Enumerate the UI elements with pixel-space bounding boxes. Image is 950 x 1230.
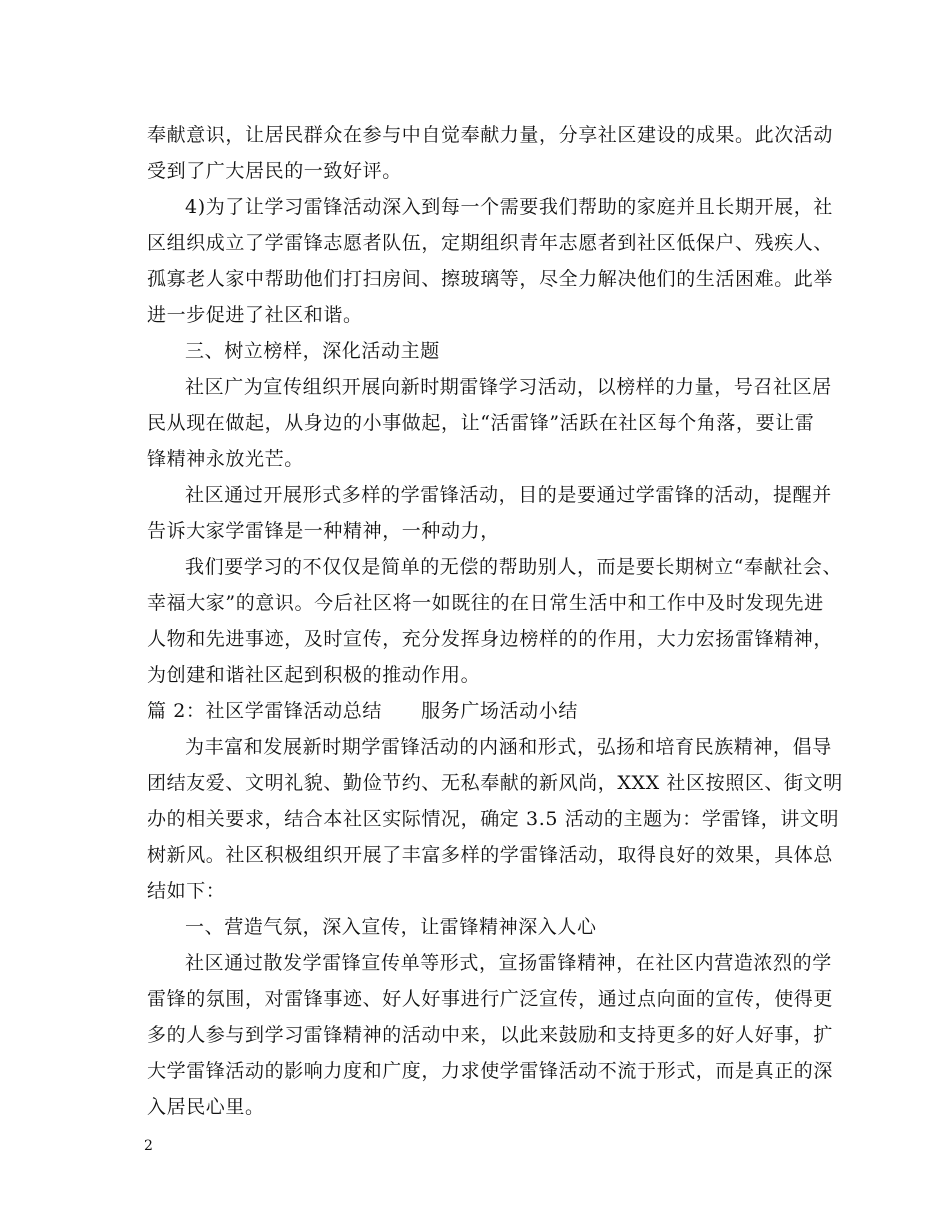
- body-text-line: 社区广为宣传组织开展向新时期雷锋学习活动，以榜样的力量，号召社区居: [185, 376, 832, 398]
- body-text-line: 为丰富和发展新时期学雷锋活动的内涵和形式，弘扬和培育民族精神，倡导: [185, 736, 832, 758]
- body-text-line: 为创建和谐社区起到积极的推动作用。: [147, 664, 481, 686]
- body-text-line: 区组织成立了学雷锋志愿者队伍，定期组织青年志愿者到社区低保户、残疾人、: [147, 232, 834, 254]
- section-heading: 三、树立榜样，深化活动主题: [185, 340, 440, 362]
- body-text-line: 孤寡老人家中帮助他们打扫房间、擦玻璃等，尽全力解决他们的生活困难。此举: [147, 268, 834, 290]
- body-text-line: 社区通过散发学雷锋宣传单等形式，宣扬雷锋精神，在社区内营造浓烈的学: [185, 952, 832, 974]
- page-number: 2: [144, 1138, 153, 1154]
- body-text-line: 幸福大家”的意识。今后社区将一如既往的在日常生活中和工作中及时发现先进: [147, 592, 824, 614]
- body-text-line: 告诉大家学雷锋是一种精神，一种动力，: [147, 520, 500, 542]
- body-text-line: 我们要学习的不仅仅是简单的无偿的帮助别人，而是要长期树立“奉献社会、: [185, 556, 843, 578]
- body-text-line: 结如下：: [147, 880, 226, 902]
- body-text-line: 入居民心里。: [147, 1096, 265, 1118]
- body-text-line: 社区通过开展形式多样的学雷锋活动，目的是要通过学雷锋的活动，提醒并: [185, 484, 832, 506]
- body-text-line: 大学雷锋活动的影响力度和广度，力求使学雷锋活动不流于形式，而是真正的深: [147, 1060, 834, 1082]
- body-text-line: 多的人参与到学习雷锋精神的活动中来，以此来鼓励和支持更多的好人好事，扩: [147, 1024, 834, 1046]
- body-text-line: 进一步促进了社区和谐。: [147, 304, 363, 326]
- body-text-line: 4)为了让学习雷锋活动深入到每一个需要我们帮助的家庭并且长期开展，社: [185, 196, 833, 218]
- body-text-line: 锋精神永放光芒。: [147, 448, 304, 470]
- body-text-line: 雷锋的氛围，对雷锋事迹、好人好事进行广泛宣传，通过点向面的宣传，使得更: [147, 988, 834, 1010]
- body-text-line: 人物和先进事迹，及时宣传，充分发挥身边榜样的的作用，大力宏扬雷锋精神，: [147, 628, 834, 650]
- body-text-line: 办的相关要求，结合本社区实际情况，确定 3.5 活动的主题为：学雷锋，讲文明: [147, 808, 840, 830]
- section-heading: 一、营造气氛，深入宣传，让雷锋精神深入人心: [185, 916, 597, 938]
- body-text-line: 树新风。社区积极组织开展了丰富多样的学雷锋活动，取得良好的效果，具体总: [147, 844, 834, 866]
- body-text-line: 团结友爱、文明礼貌、勤俭节约、无私奉献的新风尚，XXX 社区按照区、街文明: [147, 772, 843, 794]
- chapter-heading: 篇 2：社区学雷锋活动总结 服务广场活动小结: [147, 700, 578, 722]
- body-text-line: 民从现在做起，从身边的小事做起，让“活雷锋”活跃在社区每个角落，要让雷: [147, 412, 815, 434]
- body-text-line: 奉献意识，让居民群众在参与中自觉奉献力量，分享社区建设的成果。此次活动: [147, 124, 834, 146]
- body-text-line: 受到了广大居民的一致好评。: [147, 160, 402, 182]
